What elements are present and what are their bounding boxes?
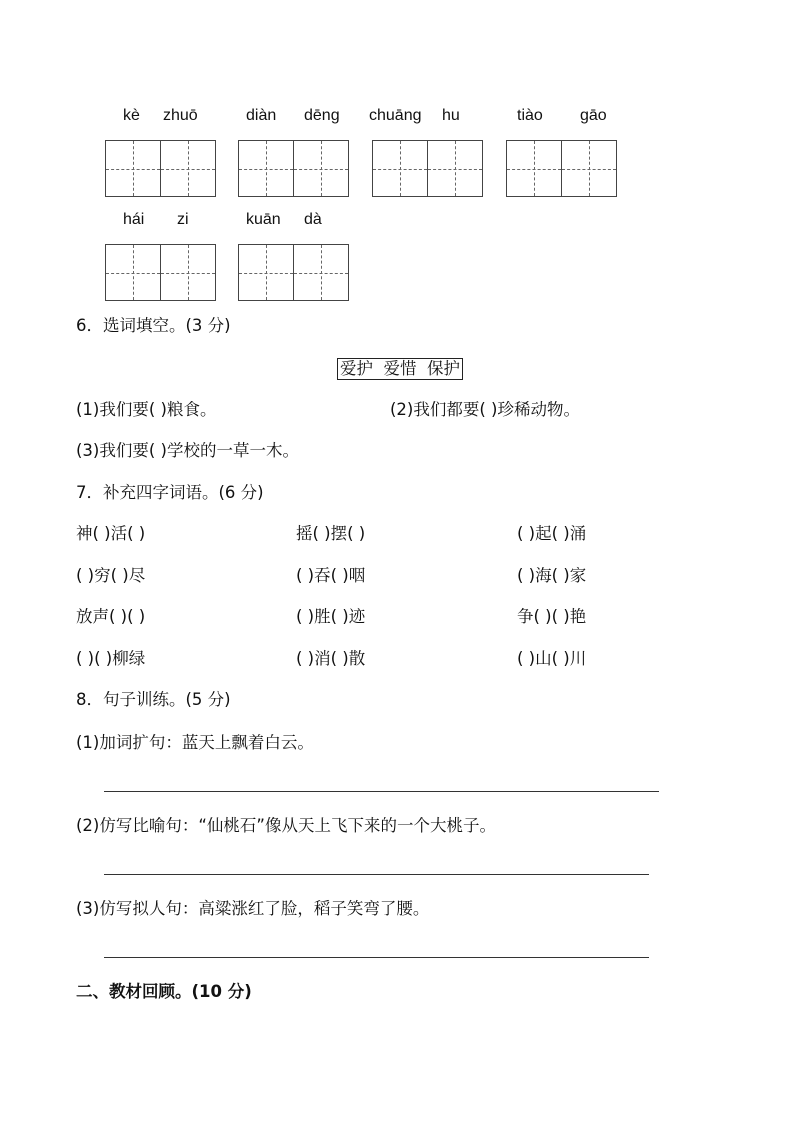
pinyin-da: dà <box>304 211 322 228</box>
q6-item-3: (3)我们要( )学校的一草一木。 <box>76 441 299 460</box>
pinyin-tiao: tiào <box>517 107 543 124</box>
q7-blank-phrase: 摇( )摆( ) <box>296 524 366 543</box>
writing-grid-6[interactable] <box>238 244 348 301</box>
grid-cell[interactable] <box>506 140 562 197</box>
q6-item-1: (1)我们要( )粮食。 <box>76 400 217 419</box>
q7-title: 7．补充四字词语。(6 分) <box>76 483 264 502</box>
grid-cell[interactable] <box>238 244 294 301</box>
q7-blank-phrase: ( )消( )散 <box>296 649 366 668</box>
pinyin-ke: kè <box>123 107 140 124</box>
q6-item-2: (2)我们都要( )珍稀动物。 <box>390 400 580 419</box>
writing-grid-3[interactable] <box>372 140 482 197</box>
grid-cell[interactable] <box>160 244 216 301</box>
q8-title: 8．句子训练。(5 分) <box>76 690 231 709</box>
pinyin-zi: zi <box>177 211 189 228</box>
answer-line-1[interactable] <box>104 791 659 792</box>
writing-grid-2[interactable] <box>238 140 348 197</box>
grid-cell[interactable] <box>372 140 428 197</box>
q7-blank-phrase: ( )( )柳绿 <box>76 649 146 668</box>
writing-grid-5[interactable] <box>105 244 215 301</box>
q7-blank-phrase: 放声( )( ) <box>76 607 146 626</box>
q7-blank-phrase: ( )山( )川 <box>517 649 587 668</box>
answer-line-3[interactable] <box>104 957 649 958</box>
q7-blank-phrase: ( )起( )涌 <box>517 524 587 543</box>
q6-word-box: 爱护 爱惜 保护 <box>337 358 463 380</box>
pinyin-kuan: kuān <box>246 211 281 228</box>
writing-grid-1[interactable] <box>105 140 215 197</box>
q7-blank-phrase: 争( )( )艳 <box>517 607 587 626</box>
pinyin-chuang: chuāng <box>369 107 422 124</box>
grid-cell[interactable] <box>293 244 349 301</box>
pinyin-zhuo: zhuō <box>163 107 198 124</box>
q7-blank-phrase: 神( )活( ) <box>76 524 146 543</box>
writing-grid-4[interactable] <box>506 140 616 197</box>
q8-item-1: (1)加词扩句：蓝天上飘着白云。 <box>76 733 314 752</box>
q8-item-2: (2)仿写比喻句：“仙桃石”像从天上飞下来的一个大桃子。 <box>76 816 496 835</box>
pinyin-gao: gāo <box>580 107 607 124</box>
pinyin-dian: diàn <box>246 107 277 124</box>
q7-blank-phrase: ( )穷( )尽 <box>76 566 146 585</box>
grid-cell[interactable] <box>427 140 483 197</box>
pinyin-hu: hu <box>442 107 460 124</box>
grid-cell[interactable] <box>561 140 617 197</box>
q6-title: 6．选词填空。(3 分) <box>76 316 231 335</box>
q7-blank-phrase: ( )胜( )迹 <box>296 607 366 626</box>
grid-cell[interactable] <box>105 244 161 301</box>
section-2-title: 二、教材回顾。(10 分) <box>76 982 252 1001</box>
pinyin-hai: hái <box>123 211 145 228</box>
pinyin-deng: dēng <box>304 107 340 124</box>
grid-cell[interactable] <box>105 140 161 197</box>
answer-line-2[interactable] <box>104 874 649 875</box>
grid-cell[interactable] <box>293 140 349 197</box>
q8-item-3: (3)仿写拟人句：高粱涨红了脸，稻子笑弯了腰。 <box>76 899 430 918</box>
grid-cell[interactable] <box>160 140 216 197</box>
q7-blank-phrase: ( )海( )家 <box>517 566 587 585</box>
grid-cell[interactable] <box>238 140 294 197</box>
q7-blank-phrase: ( )吞( )咽 <box>296 566 366 585</box>
